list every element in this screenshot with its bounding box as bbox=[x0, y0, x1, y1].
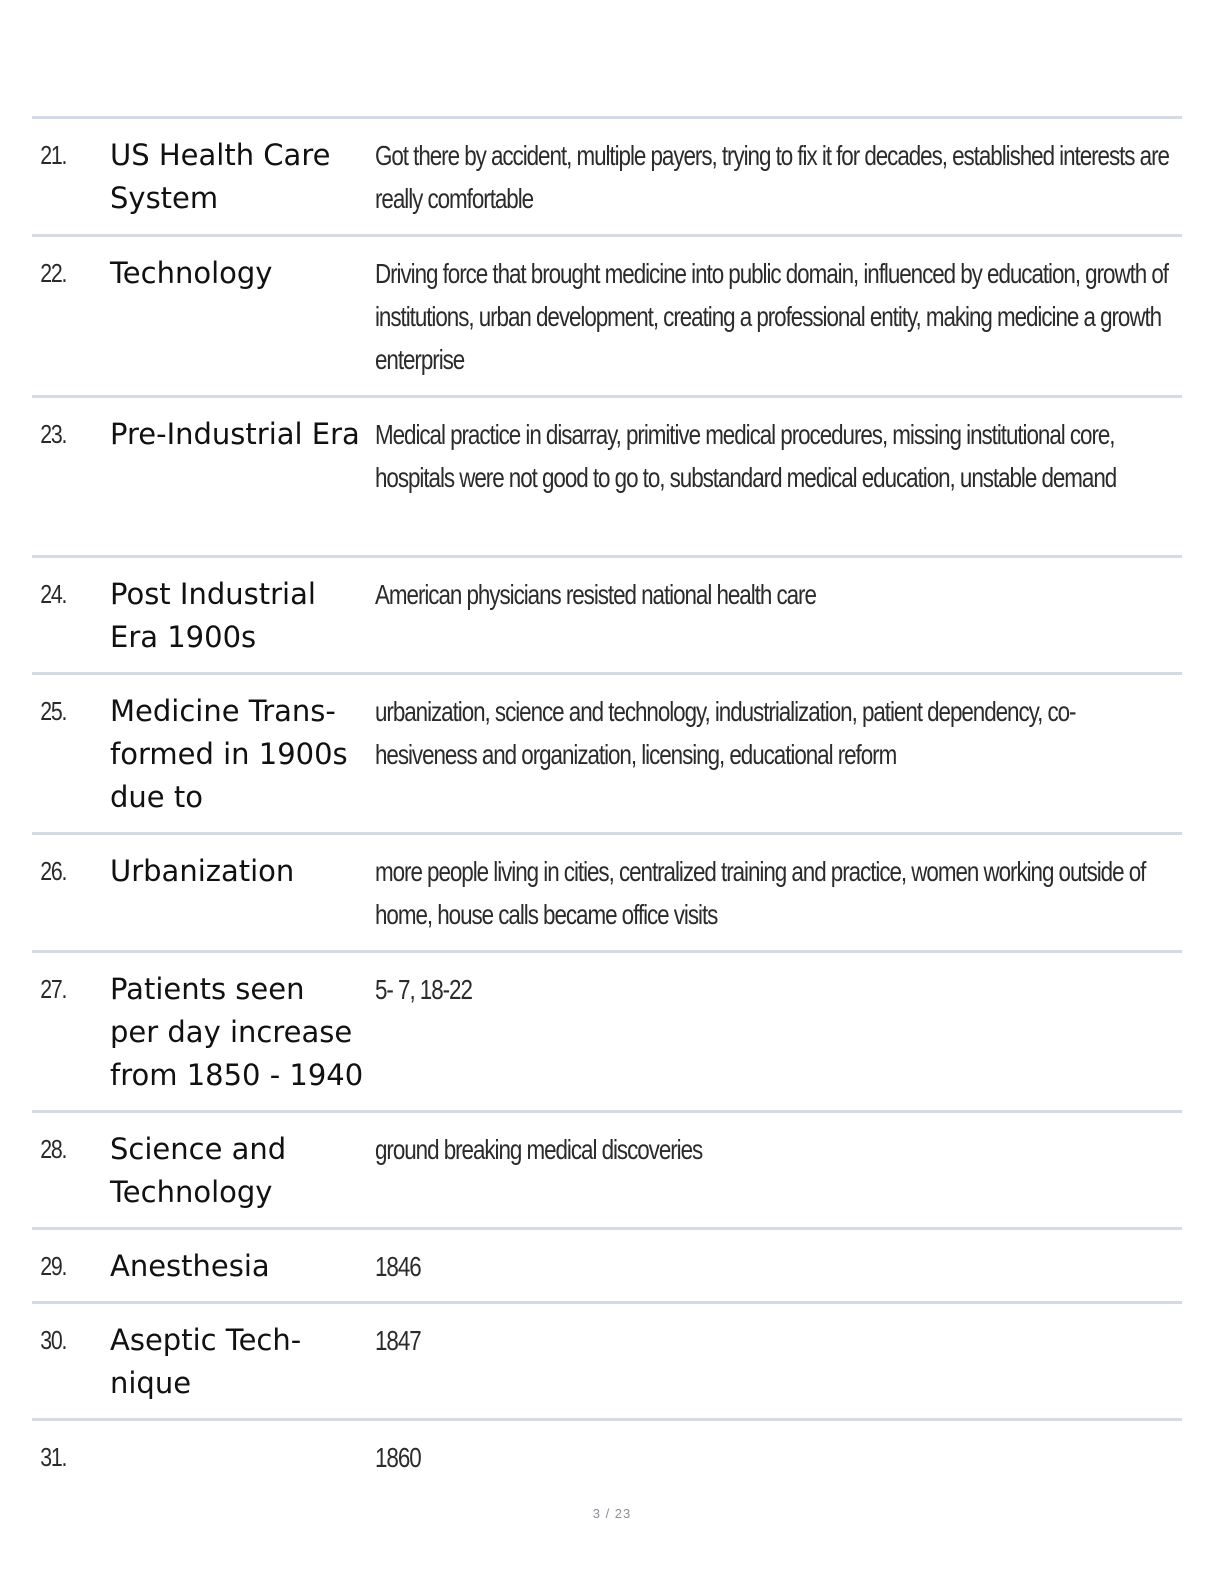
card-definition bbox=[375, 968, 1182, 1011]
card-row bbox=[32, 1304, 1182, 1421]
card-definition-text: Medical practice in disarray, primitive medical procedures, missing institutional core, hospitals were not good to go to, substandard medical education, unstable demand bbox=[375, 419, 1117, 493]
card-definition bbox=[375, 1319, 1182, 1362]
card-definition-text: 1860 bbox=[375, 1442, 421, 1473]
card-definition bbox=[375, 252, 1182, 381]
card-definition bbox=[375, 134, 1182, 220]
card-definition-text: urbanization, science and technology, industrialization, patient dependency, co-hesiveness and organization, licensing, educational reform bbox=[375, 696, 1076, 770]
card-number: 23. bbox=[40, 419, 67, 449]
card-definition-text: 1847 bbox=[375, 1325, 421, 1356]
flashcard-list bbox=[32, 116, 1182, 1495]
card-definition-text: ground breaking medical discoveries bbox=[375, 1134, 703, 1165]
card-definition bbox=[375, 573, 1182, 616]
card-definition bbox=[375, 1245, 1182, 1288]
card-term: Anesthesia bbox=[110, 1249, 270, 1283]
card-definition bbox=[375, 413, 1182, 499]
card-row bbox=[32, 398, 1182, 558]
card-number: 21. bbox=[40, 140, 67, 170]
card-term: Pre-Industrial Era bbox=[110, 417, 360, 451]
card-number: 26. bbox=[40, 856, 67, 886]
card-definition-text: American physicians resisted national health care bbox=[375, 579, 816, 610]
card-number: 31. bbox=[40, 1442, 67, 1472]
card-definition bbox=[375, 1436, 1182, 1479]
card-term: Post Industrial Era 1900s bbox=[110, 577, 316, 654]
card-term: Science and Technology bbox=[110, 1132, 287, 1209]
card-row bbox=[32, 237, 1182, 398]
card-number: 25. bbox=[40, 696, 67, 726]
card-term: Medicine Trans- formed in 1900s due to bbox=[110, 694, 348, 814]
card-term: Urbanization bbox=[110, 854, 295, 888]
card-definition bbox=[375, 690, 1182, 776]
card-row bbox=[32, 835, 1182, 953]
card-number: 29. bbox=[40, 1251, 67, 1281]
card-term: Technology bbox=[110, 256, 273, 290]
card-definition bbox=[375, 1128, 1182, 1171]
card-number: 22. bbox=[40, 258, 67, 288]
card-row bbox=[32, 675, 1182, 835]
card-definition bbox=[375, 850, 1182, 936]
card-definition-text: 5- 7, 18-22 bbox=[375, 974, 472, 1005]
card-definition-text: Driving force that brought medicine into public domain, influenced by education, growth of institutions, urban development, creating a professional entity, making medicine a growth enterprise bbox=[375, 258, 1168, 375]
card-term: Aseptic Tech- nique bbox=[110, 1323, 302, 1400]
card-row bbox=[32, 1230, 1182, 1304]
card-row bbox=[32, 119, 1182, 237]
card-row bbox=[32, 953, 1182, 1113]
card-number: 27. bbox=[40, 974, 67, 1004]
page-indicator: 3 / 23 bbox=[592, 1506, 632, 1521]
card-number: 24. bbox=[40, 579, 67, 609]
card-row bbox=[32, 1113, 1182, 1230]
card-term: Patients seen per day increase from 1850 - 1940 bbox=[110, 972, 364, 1092]
card-row bbox=[32, 558, 1182, 675]
card-definition-text: more people living in cities, centralized training and practice, women working outside of home, house calls became office visits bbox=[375, 856, 1146, 930]
card-definition-text: 1846 bbox=[375, 1251, 421, 1282]
card-term: US Health Care System bbox=[110, 138, 331, 215]
card-number: 30. bbox=[40, 1325, 67, 1355]
card-row bbox=[32, 1421, 1182, 1495]
card-definition-text: Got there by accident, multiple payers, trying to fix it for decades, established interests are really comfortable bbox=[375, 140, 1169, 214]
card-number: 28. bbox=[40, 1134, 67, 1164]
